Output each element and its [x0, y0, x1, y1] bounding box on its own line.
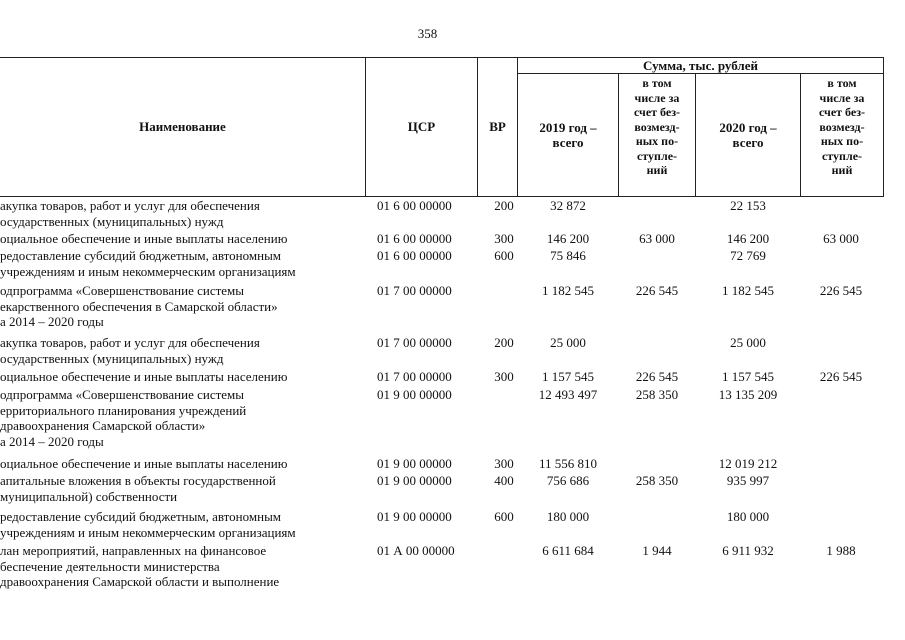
row-csr: 01 А 00 00000	[377, 543, 455, 558]
table-right-border	[883, 57, 884, 197]
header-sum-group: Сумма, тыс. рублей	[643, 58, 758, 73]
row-2019-free: 258 350	[635, 387, 679, 402]
row-2019-total: 6 611 684	[542, 543, 594, 558]
row-csr: 01 9 00 00000	[377, 387, 452, 402]
row-csr: 01 6 00 00000	[377, 231, 452, 246]
row-csr: 01 7 00 00000	[377, 369, 452, 384]
row-2020-total: 12 019 212	[718, 456, 778, 471]
row-2019-free: 226 545	[635, 283, 679, 298]
row-2019-total: 12 493 497	[538, 387, 598, 402]
header-2019-total: 2019 год – всего	[539, 120, 597, 150]
row-vr: 600	[494, 509, 514, 524]
header-csr: ЦСР	[407, 119, 436, 134]
row-2020-total: 935 997	[726, 473, 770, 488]
row-2019-free: 226 545	[635, 369, 679, 384]
row-2020-total: 72 769	[730, 248, 766, 263]
row-vr: 400	[494, 473, 514, 488]
row-name: оциальное обеспечение и иные выплаты населению	[0, 231, 288, 246]
row-2020-free: 226 545	[819, 369, 863, 384]
row-2019-total: 756 686	[546, 473, 590, 488]
row-csr: 01 6 00 00000	[377, 198, 452, 213]
row-2019-total: 1 157 545	[542, 369, 594, 384]
row-2019-total: 11 556 810	[538, 456, 598, 471]
row-vr: 600	[494, 248, 514, 263]
row-2019-free: 1 944	[642, 543, 672, 558]
row-2019-total: 180 000	[546, 509, 590, 524]
row-2019-total: 146 200	[546, 231, 590, 246]
row-2020-total: 25 000	[730, 335, 766, 350]
header-vr: ВР	[489, 119, 506, 134]
row-2019-total: 75 846	[550, 248, 586, 263]
row-2020-total: 1 182 545	[722, 283, 774, 298]
row-name: оциальное обеспечение и иные выплаты населению	[0, 369, 288, 384]
row-2020-free: 63 000	[823, 231, 859, 246]
row-name: редоставление субсидий бюджетным, автономным учреждениям и иным некоммерческим организациям	[0, 509, 296, 540]
row-2019-free: 63 000	[639, 231, 675, 246]
row-2020-total: 13 135 209	[718, 387, 778, 402]
row-name: акупка товаров, работ и услуг для обеспечения осударственных (муниципальных) нужд	[0, 198, 260, 229]
page-number: 358	[417, 26, 438, 41]
row-name: апитальные вложения в объекты государственной муниципальной) собственности	[0, 473, 276, 504]
header-2019-free: в том числе за счет без- возмезд- ных по- ступле- ний	[633, 76, 681, 177]
row-2020-total: 22 153	[730, 198, 766, 213]
row-name: лан мероприятий, направленных на финансовое беспечение деятельности министерства дравоохранения Самарской области и выполнение	[0, 543, 280, 589]
row-2020-free: 1 988	[826, 543, 856, 558]
header-bottom-border	[0, 196, 884, 197]
row-2019-total: 25 000	[550, 335, 586, 350]
row-2020-total: 1 157 545	[722, 369, 774, 384]
row-csr: 01 6 00 00000	[377, 248, 452, 263]
row-2020-total: 146 200	[726, 231, 770, 246]
row-name: одпрограмма «Совершенствование системы екарственного обеспечения в Самарской области» а 2014 – 2020 годы	[0, 283, 278, 329]
row-2019-total: 1 182 545	[542, 283, 594, 298]
row-2020-total: 180 000	[726, 509, 770, 524]
row-vr: 200	[494, 335, 514, 350]
row-csr: 01 9 00 00000	[377, 509, 452, 524]
header-name: Наименование	[139, 119, 226, 134]
row-2020-free: 226 545	[819, 283, 863, 298]
row-name: акупка товаров, работ и услуг для обеспечения осударственных (муниципальных) нужд	[0, 335, 260, 366]
header-2020-free: в том числе за счет без- возмезд- ных по- ступле- ний	[818, 76, 866, 177]
sum-group-divider	[517, 73, 884, 74]
row-2019-free: 258 350	[635, 473, 679, 488]
row-csr: 01 9 00 00000	[377, 473, 452, 488]
row-name: редоставление субсидий бюджетным, автономным учреждениям и иным некоммерческим организациям	[0, 248, 296, 279]
row-csr: 01 7 00 00000	[377, 283, 452, 298]
row-vr: 200	[494, 198, 514, 213]
row-vr: 300	[494, 456, 514, 471]
row-name: одпрограмма «Совершенствование системы ерриториального планирования учреждений дравоохранения Самарской области» а 2014 – 2020 годы	[0, 387, 247, 449]
header-2020-total: 2020 год – всего	[719, 120, 777, 150]
row-csr: 01 7 00 00000	[377, 335, 452, 350]
row-vr: 300	[494, 369, 514, 384]
row-csr: 01 9 00 00000	[377, 456, 452, 471]
row-2020-total: 6 911 932	[722, 543, 774, 558]
row-vr: 300	[494, 231, 514, 246]
row-name: оциальное обеспечение и иные выплаты населению	[0, 456, 288, 471]
row-2019-total: 32 872	[550, 198, 586, 213]
